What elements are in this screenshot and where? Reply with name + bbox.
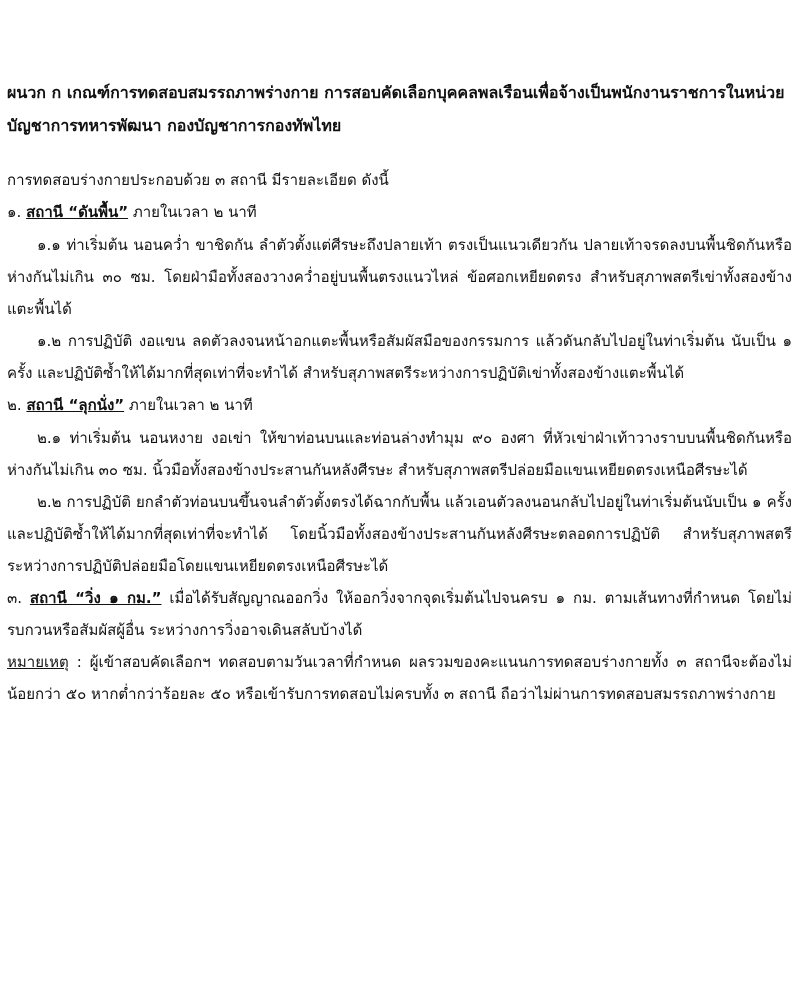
note-text: : ผู้เข้าสอบคัดเลือกฯ ทดสอบตามวันเวลาที่กำหนด ผลรวมของคะแนนการทดสอบร่างกายทั้ง ๓ สถานีจะต้องไม่น้อยกว่า ๕๐ หากต่ำกว่าร้อยละ ๕๐ หรือเข้ารับการทดสอบไม่ครบทั้ง ๓ สถานี ถือว่าไม่ผ่านการทดสอบสมรรถภาพร่างกาย [7, 653, 792, 703]
station-1-item-2: ๑.๒ การปฏิบัติ งอแขน ลดตัวลงจนหน้าอกแตะพื้นหรือสัมผัสมือของกรรมการ แล้วดันกลับไปอยู่ในท่าเริ่มต้น นับเป็น ๑ ครั้ง และปฏิบัติซ้ำให้ได้มากที่สุดเท่าที่จะทำได้ สำหรับสุภาพสตรีระหว่างการปฏิบัติเข่าทั้งสองข้างแตะพื้นได้ [7, 332, 792, 382]
intro-text: การทดสอบร่างกายประกอบด้วย ๓ สถานี มีรายละเอียด ดังนี้ [7, 171, 389, 189]
station-2-number: ๒. [7, 396, 22, 414]
station-2-item-1: ๒.๑ ท่าเริ่มต้น นอนหงาย งอเข่า ให้ขาท่อนบนและท่อนล่างทำมุม ๙๐ องศา ที่หัวเข่าฝ่าเท้าวางราบบนพื้นชิดกันหรือห่างกันไม่เกิน ๓๐ ซม. นิ้วมือทั้งสองข้างประสานกันหลังศีรษะ สำหรับสุภาพสตรีปล่อยมือแขนเหยียดตรงเหนือศีรษะได้ [7, 429, 792, 479]
station-3-paragraph [7, 582, 792, 646]
document-title: ผนวก ก เกณฑ์การทดสอบสมรรถภาพร่างกาย การสอบคัดเลือกบุคคลพลเรือนเพื่อจ้างเป็นพนักงานราชการในหน่วยบัญชาการทหารพัฒนา กองบัญชาการกองทัพไทย [7, 83, 785, 135]
station-1-number: ๑. [7, 203, 22, 221]
station-2-time: ภายในเวลา ๒ นาที [124, 396, 253, 414]
station-2-heading [7, 389, 792, 422]
station-2-name: สถานี “ลุกนั่ง” [26, 396, 125, 414]
station-3-name: สถานี “วิ่ง ๑ กม.” [29, 589, 162, 607]
station-1-name: สถานี “ดันพื้น” [26, 203, 129, 221]
station-1-heading [7, 196, 792, 229]
note-paragraph [7, 646, 792, 710]
station-3-number: ๓. [7, 589, 23, 607]
station-1-time: ภายในเวลา ๒ นาที [128, 203, 257, 221]
station-2-item-2: ๒.๒ การปฏิบัติ ยกลำตัวท่อนบนขึ้นจนลำตัวตั้งตรงได้ฉากกับพื้น แล้วเอนตัวลงนอนกลับไปอยู่ในท่าเริ่มต้นนับเป็น ๑ ครั้ง และปฏิบัติซ้ำให้ได้มากที่สุดเท่าที่จะทำได้ โดยนิ้วมือทั้งสองข้างประสานกันหลังศีรษะตลอดการปฏิบัติ สำหรับสุภาพสตรีระหว่างการปฏิบัติปล่อยมือโดยแขนเหยียดตรงเหนือศีรษะได้ [7, 493, 792, 575]
station-3-description: เมื่อได้รับสัญญาณออกวิ่ง ให้ออกวิ่งจากจุดเริ่มต้นไปจนครบ ๑ กม. ตามเส้นทางที่กำหนด โดยไม่รบกวนหรือสัมผัสผู้อื่น ระหว่างการวิ่งอาจเดินสลับบ้างได้ [7, 589, 793, 639]
note-label: หมายเหตุ [7, 653, 69, 671]
station-1-item-1: ๑.๑ ท่าเริ่มต้น นอนคว่ำ ขาชิดกัน ลำตัวตั้งแต่ศีรษะถึงปลายเท้า ตรงเป็นแนวเดียวกัน ปลายเท้าจรดลงบนพื้นชิดกันหรือห่างกันไม่เกิน ๓๐ ซม. โดยฝ่ามือทั้งสองวางคว่ำอยู่บนพื้นตรงแนวไหล่ ข้อศอกเหยียดตรง สำหรับสุภาพสตรีเข่าทั้งสองข้างแตะพื้นได้ [7, 236, 792, 318]
